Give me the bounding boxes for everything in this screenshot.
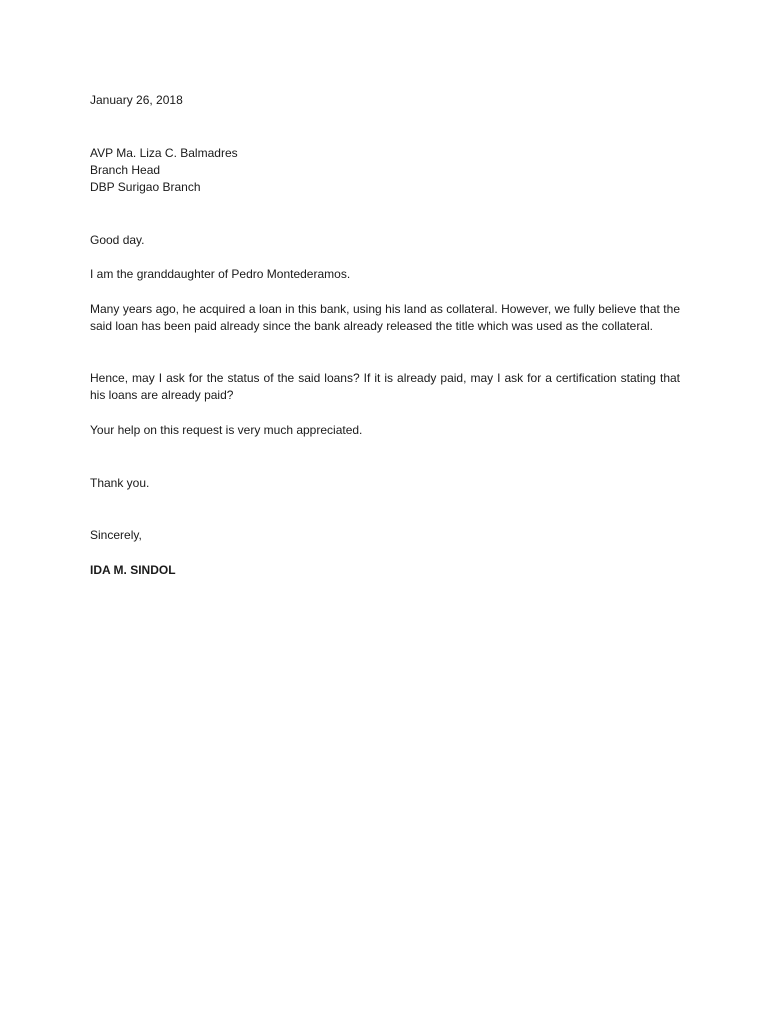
letter-date: January 26, 2018	[90, 93, 183, 107]
recipient-title: Branch Head	[90, 163, 161, 177]
body-paragraph-4: Your help on this request is very much appreciated.	[90, 423, 363, 437]
body-paragraph-3: Hence, may I ask for the status of the said loans? If it is already paid, may I ask for a certification stating that his loans are already paid?	[90, 371, 680, 402]
thanks-line: Thank you.	[90, 476, 150, 490]
recipient-name: AVP Ma. Liza C. Balmadres	[90, 146, 238, 160]
body-paragraph-2: Many years ago, he acquired a loan in this bank, using his land as collateral. However, we fully believe that the said loan has been paid already since the bank already released the title which was used as the collateral.	[90, 302, 680, 333]
closing-line: Sincerely,	[90, 528, 142, 542]
signatory-name: IDA M. SINDOL	[90, 563, 176, 577]
greeting: Good day.	[90, 233, 145, 247]
recipient-block	[90, 145, 680, 196]
body-paragraph-1: I am the granddaughter of Pedro Montederamos.	[90, 267, 351, 281]
recipient-branch: DBP Surigao Branch	[90, 180, 201, 194]
